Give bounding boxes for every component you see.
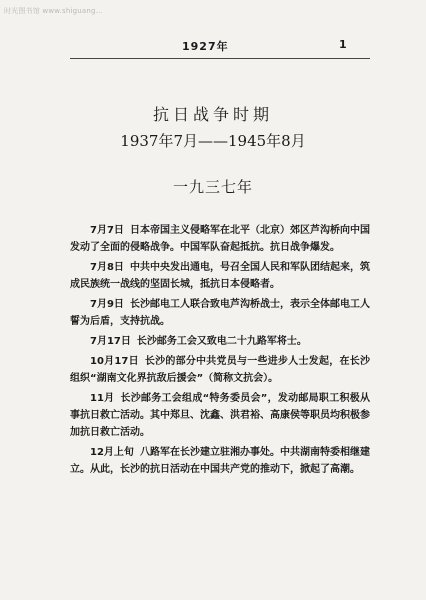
chapter-title: 抗日战争时期 xyxy=(152,105,273,124)
chronology-entries xyxy=(70,222,370,481)
chronology-entry xyxy=(70,222,370,256)
entry-text: 日本帝国主义侵略军在北平（北京）郊区芦沟桥向中国发动了全面的侵略战争。中国军队奋起抵抗。抗日战争爆发。 xyxy=(70,225,371,253)
header-rule xyxy=(70,58,370,59)
entry-date: 10月17日 xyxy=(90,356,139,367)
entry-date: 12月上旬 xyxy=(90,447,134,458)
entry-text: 长沙邮务工会组成“特务委员会”，发动邮局职工积极从事抗日救亡活动。其中郑旦、沈鑫、洪君裕、高康侯等职员均积极参加抗日救亡活动。 xyxy=(70,393,370,438)
running-header-year: 1927年 xyxy=(182,40,229,53)
entry-text: 长沙邮务工会又致电二十九路军将士。 xyxy=(136,336,307,347)
chronology-entry xyxy=(70,353,370,387)
chronology-entry xyxy=(70,333,370,350)
entry-text: 中共中央发出通电，号召全国人民和军队团结起来，筑成民族统一战线的坚固长城，抵抗日本侵略者。 xyxy=(70,262,371,290)
entry-date: 7月7日 xyxy=(90,225,124,236)
chronology-entry xyxy=(70,390,370,441)
entry-text: 八路军在长沙建立驻湘办事处。中共湖南特委相继建立。从此，长沙的抗日活动在中国共产党的推动下，掀起了高潮。 xyxy=(70,447,371,475)
entry-text: 长沙邮电工人联合致电芦沟桥战士，表示全体邮电工人誓为后盾，支持抗战。 xyxy=(70,299,371,327)
chronology-entry xyxy=(70,259,370,293)
entry-date: 7月9日 xyxy=(90,299,124,310)
watermark: 时光图书馆 www.shiguang... xyxy=(4,7,103,15)
chronology-entry xyxy=(70,444,370,478)
entry-date: 11月 xyxy=(90,393,115,404)
chronology-entry xyxy=(70,296,370,330)
year-heading: 一九三七年 xyxy=(172,178,253,196)
entry-date: 7月8日 xyxy=(90,262,124,273)
entry-date: 7月17日 xyxy=(90,336,131,347)
chapter-subtitle: 1937年7月——1945年8月 xyxy=(120,132,306,150)
page-number: 1 xyxy=(339,38,347,51)
entry-text: 长沙的部分中共党员与一些进步人士发起，在长沙组织“湖南文化界抗敌后援会”（简称文抗会）。 xyxy=(70,356,370,384)
